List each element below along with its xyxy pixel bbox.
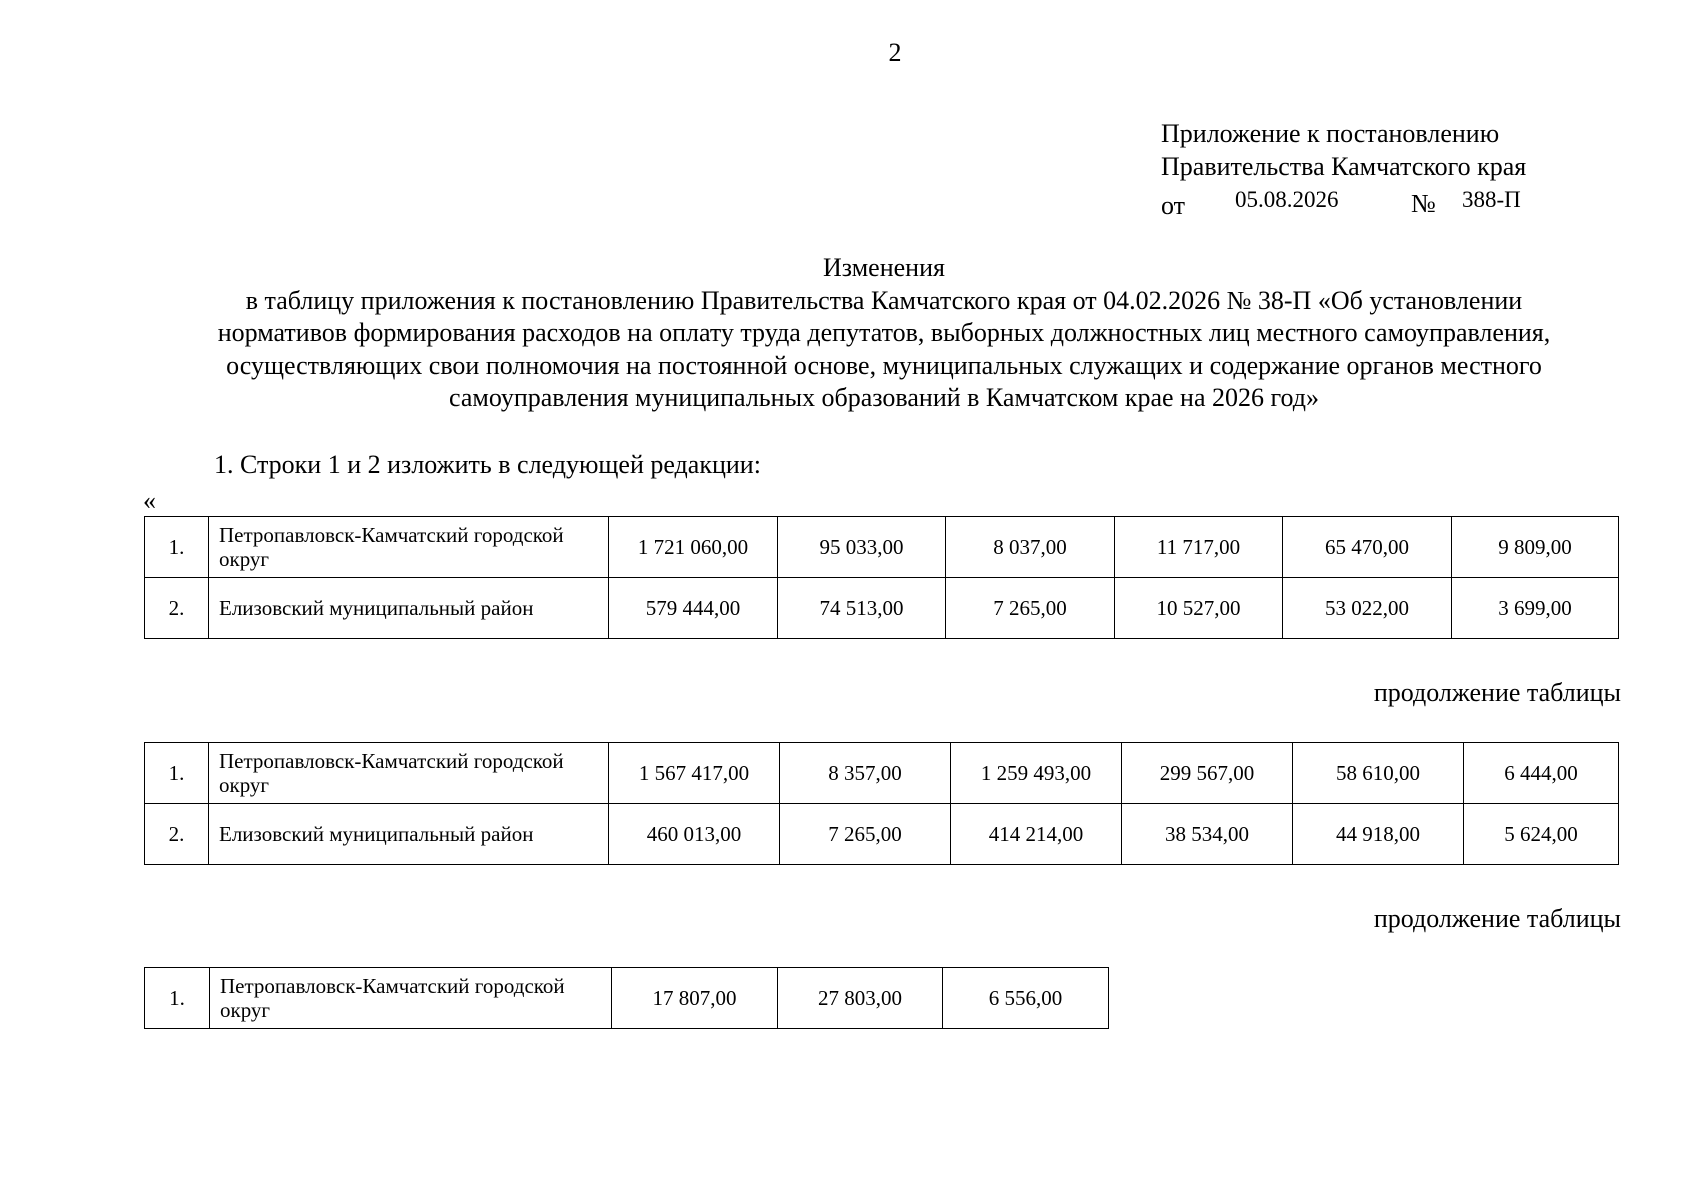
heading-line-2: нормативов формирования расходов на оплату труда депутатов, выборных должностных лиц местного самоуправления, <box>217 318 1551 347</box>
value-cell: 6 556,00 <box>943 968 1109 1029</box>
value-cell: 460 013,00 <box>609 804 780 865</box>
municipality-name: Петропавловск-Камчатский городской округ <box>210 968 612 1029</box>
value-cell: 7 265,00 <box>946 578 1115 639</box>
value-cell: 8 357,00 <box>780 743 951 804</box>
value-cell: 6 444,00 <box>1464 743 1619 804</box>
heading-line-4: самоуправления муниципальных образований в Камчатском крае на 2026 год» <box>448 383 1320 412</box>
appendix-block <box>1161 117 1527 220</box>
continuation-label-2: продолжение таблицы <box>1373 904 1621 933</box>
table-row <box>145 743 1619 804</box>
appendix-line-1: Приложение к постановлению <box>1161 119 1500 148</box>
table-row <box>145 804 1619 865</box>
value-cell: 11 717,00 <box>1115 517 1283 578</box>
table-row <box>145 968 1109 1029</box>
value-cell: 95 033,00 <box>778 517 946 578</box>
value-cell: 1 567 417,00 <box>609 743 780 804</box>
from-label: от <box>1161 191 1186 220</box>
appendix-line-2: Правительства Камчатского края <box>1161 152 1527 181</box>
row-number: 2. <box>145 578 209 639</box>
heading-line-1: в таблицу приложения к постановлению Правительства Камчатского края от 04.02.2026 № 38-П «Об установлении <box>245 285 1523 315</box>
table-row <box>145 578 1619 639</box>
value-cell: 58 610,00 <box>1293 743 1464 804</box>
row-number: 1. <box>145 743 209 804</box>
municipality-name: Петропавловск-Камчатский городской округ <box>209 743 609 804</box>
value-cell: 1 259 493,00 <box>951 743 1122 804</box>
table-part-1 <box>144 516 1619 639</box>
value-cell: 65 470,00 <box>1283 517 1452 578</box>
value-cell: 8 037,00 <box>946 517 1115 578</box>
resolution-date: 05.08.2026 <box>1235 187 1339 212</box>
value-cell: 17 807,00 <box>612 968 778 1029</box>
heading-line-3: осуществляющих свои полномочия на постоянной основе, муниципальных служащих и содержание органов местного <box>226 350 1542 380</box>
document-heading <box>120 252 1648 415</box>
value-cell: 414 214,00 <box>951 804 1122 865</box>
value-cell: 53 022,00 <box>1283 578 1452 639</box>
value-cell: 74 513,00 <box>778 578 946 639</box>
opening-quote: « <box>143 486 156 515</box>
continuation-label-1: продолжение таблицы <box>1373 678 1621 707</box>
value-cell: 9 809,00 <box>1452 517 1619 578</box>
value-cell: 299 567,00 <box>1122 743 1293 804</box>
value-cell: 10 527,00 <box>1115 578 1283 639</box>
table-row <box>145 517 1619 578</box>
number-sign: № <box>1411 189 1436 218</box>
row-number: 1. <box>145 517 209 578</box>
value-cell: 3 699,00 <box>1452 578 1619 639</box>
resolution-number: 388-П <box>1462 187 1521 212</box>
value-cell: 579 444,00 <box>609 578 778 639</box>
row-number: 1. <box>145 968 210 1029</box>
value-cell: 1 721 060,00 <box>609 517 778 578</box>
appendix-meta <box>1161 183 1526 220</box>
value-cell: 5 624,00 <box>1464 804 1619 865</box>
value-cell: 27 803,00 <box>778 968 943 1029</box>
municipality-name: Петропавловск-Камчатский городской округ <box>209 517 609 578</box>
row-number: 2. <box>145 804 209 865</box>
value-cell: 44 918,00 <box>1293 804 1464 865</box>
page-number: 2 <box>888 38 902 67</box>
table-part-3 <box>144 967 1109 1029</box>
value-cell: 38 534,00 <box>1122 804 1293 865</box>
heading-title: Изменения <box>823 253 945 282</box>
clause-text: 1. Строки 1 и 2 изложить в следующей редакции: <box>214 450 761 479</box>
municipality-name: Елизовский муниципальный район <box>209 578 609 639</box>
value-cell: 7 265,00 <box>780 804 951 865</box>
table-part-2 <box>144 742 1619 865</box>
municipality-name: Елизовский муниципальный район <box>209 804 609 865</box>
